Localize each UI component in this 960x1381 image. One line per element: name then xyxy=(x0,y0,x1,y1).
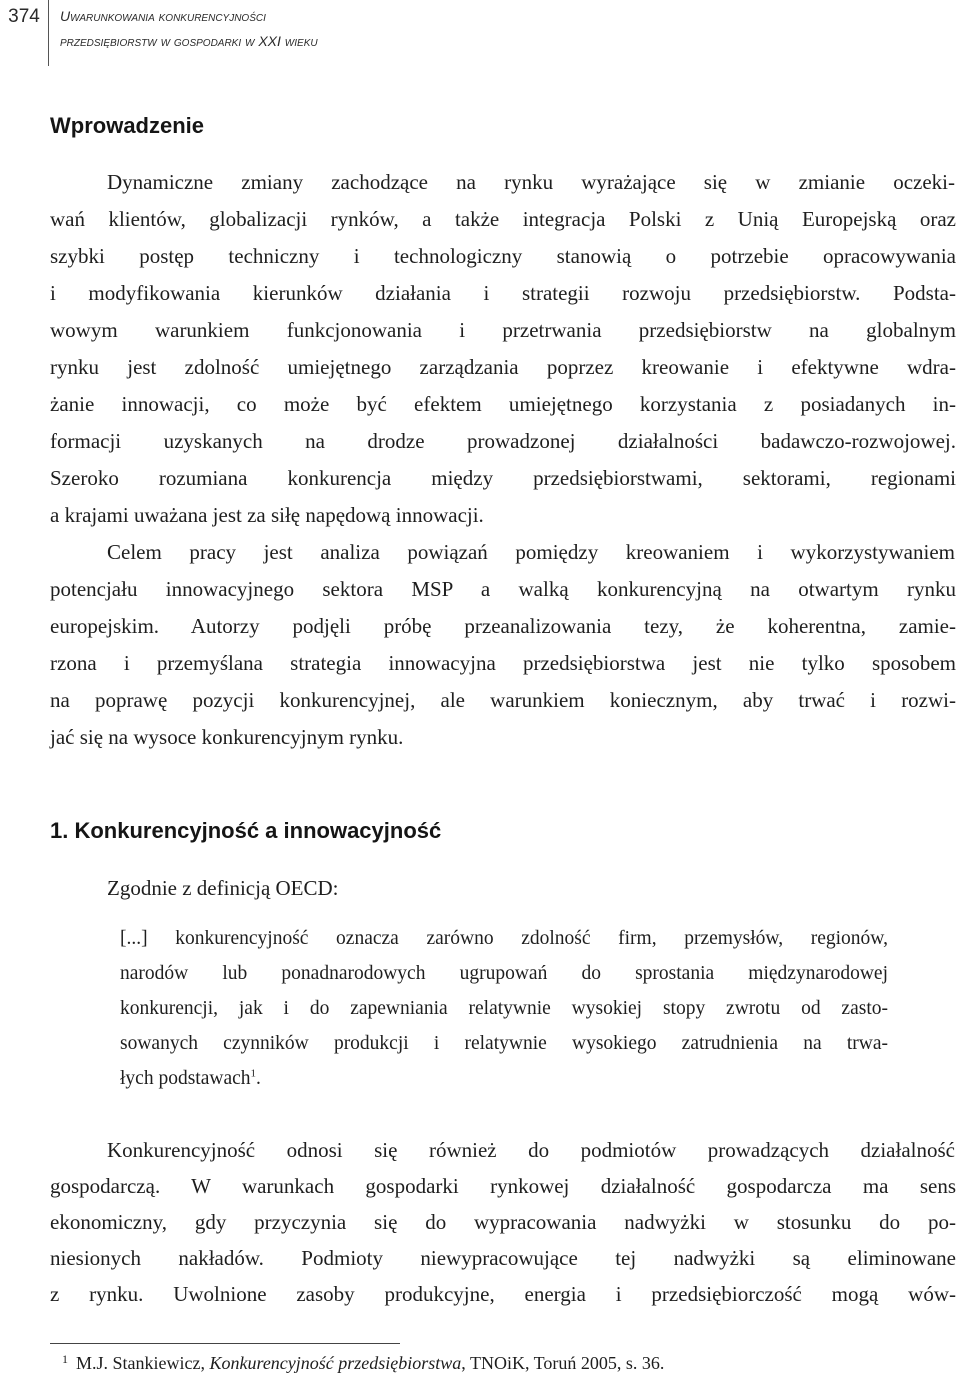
intro-line: rzona i przemyślana strategia innowacyjna przedsiębiorstwa jest nie tylko sposobem xyxy=(50,651,956,675)
intro-line: szybki postęp techniczny i technologiczny stanowią o potrzebie opracowywania xyxy=(50,244,956,268)
quote-line: konkurencji, jak i do zapewniania relatywnie wysokiej stopy zwrotu od zasto- xyxy=(120,998,888,1019)
page-header xyxy=(0,0,960,66)
quote-line: [...] konkurencyjność oznacza zarówno zdolność firm, przemysłów, regionów, xyxy=(120,928,888,949)
intro-line: a krajami uważana jest za siłę napędową innowacji. xyxy=(50,503,484,527)
intro-line: formacji uzyskanych na drodze prowadzonej działalności badawczo-rozwojowej. xyxy=(50,429,956,453)
running-title-line-2: przedsiębiorstw w gospodarki w XXI wieku xyxy=(60,33,318,49)
intro-line: wań klientów, globalizacji rynków, a także integracja Polski z Unią Europejską oraz xyxy=(50,207,956,231)
intro-heading: Wprowadzenie xyxy=(50,113,205,138)
footnote xyxy=(62,1352,664,1374)
footnote-number: 1 xyxy=(62,1352,68,1366)
quote-end: . xyxy=(256,1068,261,1089)
body-line: Konkurencyjność odnosi się również do podmiotów prowadzących działalność xyxy=(107,1138,955,1162)
intro-line: wowym warunkiem funkcjonowania i przetrwania przedsiębiorstw na globalnym xyxy=(50,318,956,342)
body-line: ekonomiczny, gdy przyczynia się do wypracowania nadwyżki w stosunku do po- xyxy=(50,1210,956,1234)
running-title xyxy=(60,4,318,54)
footnote-reference[interactable]: 1 xyxy=(250,1067,257,1080)
quote-line: sowanych czynników produkcji i relatywnie wysokiego zatrudnienia na trwa- xyxy=(120,1033,888,1054)
quote-last-line xyxy=(120,1068,261,1090)
body-line: z rynku. Uwolnione zasoby produkcyjne, energia i przedsiębiorczość mogą wów- xyxy=(50,1282,956,1306)
footnote-divider xyxy=(50,1343,400,1344)
intro-line: rynku jest zdolność umiejętnego zarządzania poprzez kreowanie i efektywne wdra- xyxy=(50,355,956,379)
intro-line: jać się na wysoce konkurencyjnym rynku. xyxy=(50,725,404,749)
intro-line: Celem pracy jest analiza powiązań pomiędzy kreowaniem i wykorzystywaniem xyxy=(107,540,955,564)
running-title-line-1: Uwarunkowania konkurencyjności xyxy=(60,8,266,24)
intro-line: europejskim. Autorzy podjęli próbę przeanalizowania tezy, że koherentna, zamie- xyxy=(50,614,956,638)
intro-line: żanie innowacji, co może być efektem umiejętnego korzystania z posiadanych in- xyxy=(50,392,956,416)
intro-line: potencjału innowacyjnego sektora MSP a walką konkurencyjną na otwartym rynku xyxy=(50,577,956,601)
footnote-rest: , TNOiK, Toruń 2005, s. 36. xyxy=(461,1353,665,1373)
intro-line: i modyfikowania kierunków działania i strategii rozwoju przedsiębiorstw. Podsta- xyxy=(50,281,956,305)
quote-line: narodów lub ponadnarodowych ugrupowań do sprostania międzynarodowej xyxy=(120,963,888,984)
header-divider xyxy=(48,0,49,66)
intro-line: na poprawę pozycji konkurencyjnej, ale warunkiem koniecznym, aby trwać i rozwi- xyxy=(50,688,956,712)
section-1-heading: 1. Konkurencyjność a innowacyjność xyxy=(50,818,442,843)
footnote-title: Konkurencyjność przedsiębiorstwa xyxy=(209,1353,462,1373)
body-line: gospodarczą. W warunkach gospodarki rynkowej działalność gospodarcza ma sens xyxy=(50,1174,956,1198)
intro-line: Szeroko rozumiana konkurencja między przedsiębiorstwami, sektorami, regionami xyxy=(50,466,956,490)
body-line: niesionych nakładów. Podmioty niewypracowujące tej nadwyżki są eliminowane xyxy=(50,1246,956,1270)
footnote-author: M.J. Stankiewicz, xyxy=(76,1353,210,1373)
definition-lead: Zgodnie z definicją OECD: xyxy=(107,876,339,900)
quote-line-text: łych podstawach xyxy=(120,1068,251,1089)
intro-line: Dynamiczne zmiany zachodzące na rynku wyrażające się w zmianie oczeki- xyxy=(107,170,955,194)
page-number: 374 xyxy=(8,6,40,27)
